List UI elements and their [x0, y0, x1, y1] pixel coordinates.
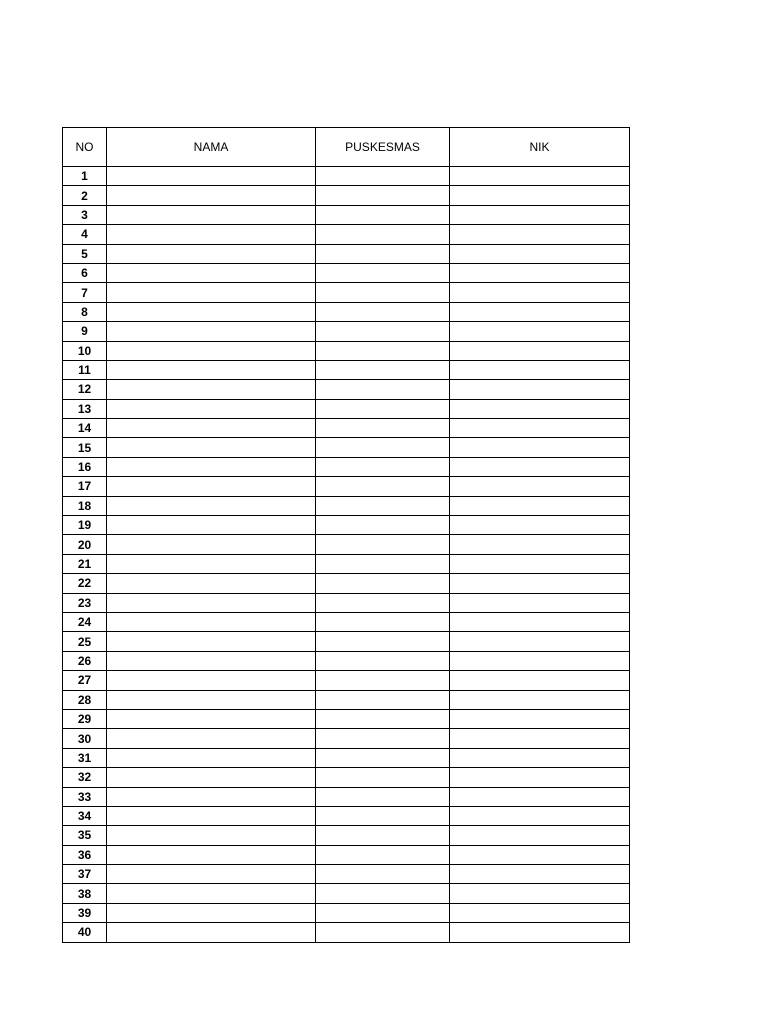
cell-no: 19 [63, 516, 107, 535]
cell-nik[interactable] [450, 651, 630, 670]
table-row [63, 283, 630, 302]
cell-puskesmas[interactable] [316, 865, 450, 884]
cell-nama[interactable] [107, 554, 316, 573]
cell-puskesmas[interactable] [316, 690, 450, 709]
cell-nama[interactable] [107, 419, 316, 438]
cell-nik[interactable] [450, 903, 630, 922]
cell-nik[interactable] [450, 322, 630, 341]
data-table [62, 127, 630, 943]
cell-puskesmas[interactable] [316, 535, 450, 554]
table-row [63, 690, 630, 709]
cell-nama[interactable] [107, 709, 316, 728]
cell-puskesmas[interactable] [316, 244, 450, 263]
cell-puskesmas[interactable] [316, 768, 450, 787]
cell-nama[interactable] [107, 612, 316, 631]
document-sheet [62, 127, 629, 943]
cell-nik[interactable] [450, 632, 630, 651]
table-row [63, 612, 630, 631]
cell-no: 12 [63, 380, 107, 399]
cell-puskesmas[interactable] [316, 845, 450, 864]
cell-puskesmas[interactable] [316, 399, 450, 418]
cell-nama[interactable] [107, 438, 316, 457]
cell-no: 21 [63, 554, 107, 573]
cell-nama[interactable] [107, 399, 316, 418]
cell-no: 39 [63, 903, 107, 922]
table-row [63, 806, 630, 825]
cell-nama[interactable] [107, 244, 316, 263]
cell-puskesmas[interactable] [316, 612, 450, 631]
cell-no: 6 [63, 263, 107, 282]
table-row [63, 380, 630, 399]
cell-puskesmas[interactable] [316, 923, 450, 942]
cell-no: 16 [63, 457, 107, 476]
cell-nik[interactable] [450, 205, 630, 224]
cell-nik[interactable] [450, 302, 630, 321]
cell-nik[interactable] [450, 826, 630, 845]
cell-puskesmas[interactable] [316, 360, 450, 379]
cell-nama[interactable] [107, 632, 316, 651]
table-row [63, 884, 630, 903]
cell-nik[interactable] [450, 360, 630, 379]
cell-nik[interactable] [450, 729, 630, 748]
cell-nik[interactable] [450, 167, 630, 186]
cell-nama[interactable] [107, 865, 316, 884]
cell-no: 11 [63, 360, 107, 379]
table-row [63, 593, 630, 612]
cell-no: 4 [63, 225, 107, 244]
table-row [63, 845, 630, 864]
cell-puskesmas[interactable] [316, 322, 450, 341]
table-row [63, 709, 630, 728]
table-row [63, 225, 630, 244]
cell-puskesmas[interactable] [316, 903, 450, 922]
header-no: NO [63, 128, 107, 167]
cell-nik[interactable] [450, 263, 630, 282]
header-puskesmas: PUSKESMAS [316, 128, 450, 167]
table-body [63, 167, 630, 943]
cell-nama[interactable] [107, 263, 316, 282]
table-row [63, 438, 630, 457]
table-header [63, 128, 630, 167]
cell-no: 25 [63, 632, 107, 651]
cell-nik[interactable] [450, 516, 630, 535]
cell-no: 15 [63, 438, 107, 457]
cell-no: 5 [63, 244, 107, 263]
header-nama: NAMA [107, 128, 316, 167]
cell-nik[interactable] [450, 554, 630, 573]
cell-nik[interactable] [450, 399, 630, 418]
cell-no: 3 [63, 205, 107, 224]
table-row [63, 322, 630, 341]
cell-no: 1 [63, 167, 107, 186]
cell-nik[interactable] [450, 535, 630, 554]
cell-nik[interactable] [450, 865, 630, 884]
table-row [63, 787, 630, 806]
cell-no: 7 [63, 283, 107, 302]
cell-puskesmas[interactable] [316, 729, 450, 748]
cell-nama[interactable] [107, 380, 316, 399]
cell-no: 38 [63, 884, 107, 903]
table-row [63, 729, 630, 748]
cell-nik[interactable] [450, 768, 630, 787]
table-row [63, 399, 630, 418]
cell-nik[interactable] [450, 496, 630, 515]
cell-no: 13 [63, 399, 107, 418]
cell-nama[interactable] [107, 884, 316, 903]
cell-nama[interactable] [107, 806, 316, 825]
cell-nama[interactable] [107, 903, 316, 922]
cell-nama[interactable] [107, 787, 316, 806]
cell-puskesmas[interactable] [316, 341, 450, 360]
cell-nama[interactable] [107, 729, 316, 748]
cell-no: 23 [63, 593, 107, 612]
cell-nama[interactable] [107, 826, 316, 845]
cell-nama[interactable] [107, 574, 316, 593]
cell-nik[interactable] [450, 671, 630, 690]
cell-no: 9 [63, 322, 107, 341]
cell-no: 28 [63, 690, 107, 709]
cell-puskesmas[interactable] [316, 748, 450, 767]
cell-no: 20 [63, 535, 107, 554]
table-row [63, 477, 630, 496]
cell-nama[interactable] [107, 593, 316, 612]
cell-nama[interactable] [107, 477, 316, 496]
table-row [63, 244, 630, 263]
cell-nik[interactable] [450, 923, 630, 942]
table-row [63, 903, 630, 922]
cell-no: 24 [63, 612, 107, 631]
cell-no: 26 [63, 651, 107, 670]
cell-nama[interactable] [107, 516, 316, 535]
cell-puskesmas[interactable] [316, 302, 450, 321]
cell-no: 29 [63, 709, 107, 728]
cell-nik[interactable] [450, 690, 630, 709]
cell-puskesmas[interactable] [316, 263, 450, 282]
cell-nik[interactable] [450, 806, 630, 825]
cell-nik[interactable] [450, 574, 630, 593]
cell-no: 17 [63, 477, 107, 496]
cell-puskesmas[interactable] [316, 826, 450, 845]
cell-puskesmas[interactable] [316, 709, 450, 728]
table-row [63, 865, 630, 884]
cell-nama[interactable] [107, 225, 316, 244]
table-row [63, 923, 630, 942]
cell-no: 37 [63, 865, 107, 884]
cell-nik[interactable] [450, 612, 630, 631]
cell-puskesmas[interactable] [316, 632, 450, 651]
cell-puskesmas[interactable] [316, 186, 450, 205]
cell-puskesmas[interactable] [316, 477, 450, 496]
cell-nik[interactable] [450, 225, 630, 244]
cell-puskesmas[interactable] [316, 380, 450, 399]
cell-no: 32 [63, 768, 107, 787]
cell-nik[interactable] [450, 845, 630, 864]
cell-puskesmas[interactable] [316, 283, 450, 302]
table-row [63, 671, 630, 690]
cell-nama[interactable] [107, 186, 316, 205]
cell-no: 2 [63, 186, 107, 205]
cell-nik[interactable] [450, 748, 630, 767]
cell-no: 34 [63, 806, 107, 825]
cell-no: 22 [63, 574, 107, 593]
cell-puskesmas[interactable] [316, 205, 450, 224]
cell-puskesmas[interactable] [316, 593, 450, 612]
cell-nama[interactable] [107, 283, 316, 302]
table-row [63, 748, 630, 767]
table-row [63, 554, 630, 573]
cell-puskesmas[interactable] [316, 225, 450, 244]
cell-nama[interactable] [107, 167, 316, 186]
cell-puskesmas[interactable] [316, 167, 450, 186]
cell-nama[interactable] [107, 205, 316, 224]
table-row [63, 574, 630, 593]
cell-nama[interactable] [107, 535, 316, 554]
table-row [63, 302, 630, 321]
table-row [63, 826, 630, 845]
table-row [63, 186, 630, 205]
cell-nik[interactable] [450, 438, 630, 457]
table-row [63, 360, 630, 379]
cell-no: 8 [63, 302, 107, 321]
cell-no: 14 [63, 419, 107, 438]
cell-no: 36 [63, 845, 107, 864]
cell-puskesmas[interactable] [316, 457, 450, 476]
cell-no: 18 [63, 496, 107, 515]
cell-puskesmas[interactable] [316, 516, 450, 535]
cell-nama[interactable] [107, 845, 316, 864]
cell-nik[interactable] [450, 709, 630, 728]
table-row [63, 419, 630, 438]
cell-puskesmas[interactable] [316, 806, 450, 825]
cell-puskesmas[interactable] [316, 419, 450, 438]
cell-puskesmas[interactable] [316, 574, 450, 593]
table-row [63, 768, 630, 787]
cell-puskesmas[interactable] [316, 884, 450, 903]
table-row [63, 496, 630, 515]
cell-nik[interactable] [450, 457, 630, 476]
cell-nama[interactable] [107, 360, 316, 379]
table-row [63, 535, 630, 554]
cell-no: 33 [63, 787, 107, 806]
cell-puskesmas[interactable] [316, 438, 450, 457]
table-row [63, 341, 630, 360]
cell-nama[interactable] [107, 457, 316, 476]
cell-nik[interactable] [450, 419, 630, 438]
cell-no: 40 [63, 923, 107, 942]
cell-nik[interactable] [450, 593, 630, 612]
cell-no: 30 [63, 729, 107, 748]
cell-no: 27 [63, 671, 107, 690]
table-row [63, 457, 630, 476]
cell-nik[interactable] [450, 787, 630, 806]
cell-puskesmas[interactable] [316, 651, 450, 670]
cell-puskesmas[interactable] [316, 554, 450, 573]
table-row [63, 167, 630, 186]
cell-nik[interactable] [450, 283, 630, 302]
cell-puskesmas[interactable] [316, 671, 450, 690]
cell-nik[interactable] [450, 884, 630, 903]
cell-puskesmas[interactable] [316, 787, 450, 806]
cell-nama[interactable] [107, 768, 316, 787]
cell-nama[interactable] [107, 690, 316, 709]
cell-nik[interactable] [450, 341, 630, 360]
cell-no: 10 [63, 341, 107, 360]
cell-nama[interactable] [107, 923, 316, 942]
cell-nama[interactable] [107, 341, 316, 360]
header-nik: NIK [450, 128, 630, 167]
cell-nama[interactable] [107, 671, 316, 690]
table-row [63, 263, 630, 282]
cell-no: 31 [63, 748, 107, 767]
cell-puskesmas[interactable] [316, 496, 450, 515]
table-row [63, 632, 630, 651]
cell-nik[interactable] [450, 244, 630, 263]
table-row [63, 516, 630, 535]
cell-nama[interactable] [107, 496, 316, 515]
table-row [63, 651, 630, 670]
header-row [63, 128, 630, 167]
cell-nama[interactable] [107, 651, 316, 670]
cell-nik[interactable] [450, 477, 630, 496]
cell-nama[interactable] [107, 302, 316, 321]
cell-nik[interactable] [450, 186, 630, 205]
cell-nama[interactable] [107, 322, 316, 341]
cell-nik[interactable] [450, 380, 630, 399]
table-row [63, 205, 630, 224]
cell-no: 35 [63, 826, 107, 845]
cell-nama[interactable] [107, 748, 316, 767]
